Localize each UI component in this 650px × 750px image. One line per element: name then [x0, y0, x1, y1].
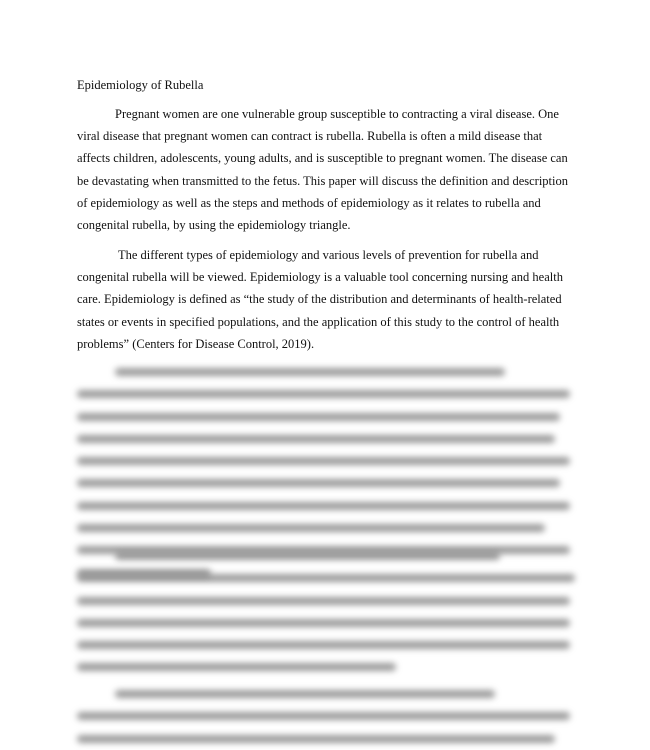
blurred-text-line: [77, 641, 570, 649]
blurred-text-line: [77, 619, 570, 627]
blurred-paragraph: [77, 552, 575, 686]
blurred-text-line: [77, 435, 555, 443]
blurred-text-line: [115, 368, 505, 376]
blurred-text-line: [77, 457, 570, 465]
blurred-preview-region: [0, 352, 650, 750]
blurred-text-line: [77, 574, 575, 582]
blurred-text-line: [115, 690, 495, 698]
paragraph-definition: The different types of epidemiology and various levels of prevention for rubella and congenital rubella will be viewed. Epidemiology is a valuable tool concerning nursing and health care. Epidemiology is defined as “the study of the distribution and determinants of health-related states or events in specified populations, and the application of this study to the control of health problems” (Centers for Disease Control, 2019).: [77, 248, 563, 351]
blurred-text-line: [77, 597, 570, 605]
blurred-paragraph: [77, 690, 575, 750]
blurred-text-line: [77, 712, 570, 720]
document-title: Epidemiology of Rubella: [77, 78, 204, 92]
blurred-text-line: [77, 663, 396, 671]
blurred-text-line: [77, 735, 555, 743]
blurred-text-line: [77, 413, 560, 421]
blurred-text-line: [77, 479, 560, 487]
blurred-text-line: [77, 502, 570, 510]
paragraph-intro: Pregnant women are one vulnerable group susceptible to contracting a viral disease. One viral disease that pregnant women can contract is rubella. Rubella is often a mild disease that affects children, adolescents, young adults, and is susceptible to pregnant women. The disease can be devastating when transmitted to the fetus. This paper will discuss the definition and description of epidemiology as well as the steps and methods of epidemiology as it relates to rubella and congenital rubella, by using the epidemiology triangle.: [77, 107, 568, 233]
blurred-text-line: [115, 552, 500, 560]
blurred-text-line: [77, 524, 545, 532]
blurred-text-line: [77, 390, 570, 398]
